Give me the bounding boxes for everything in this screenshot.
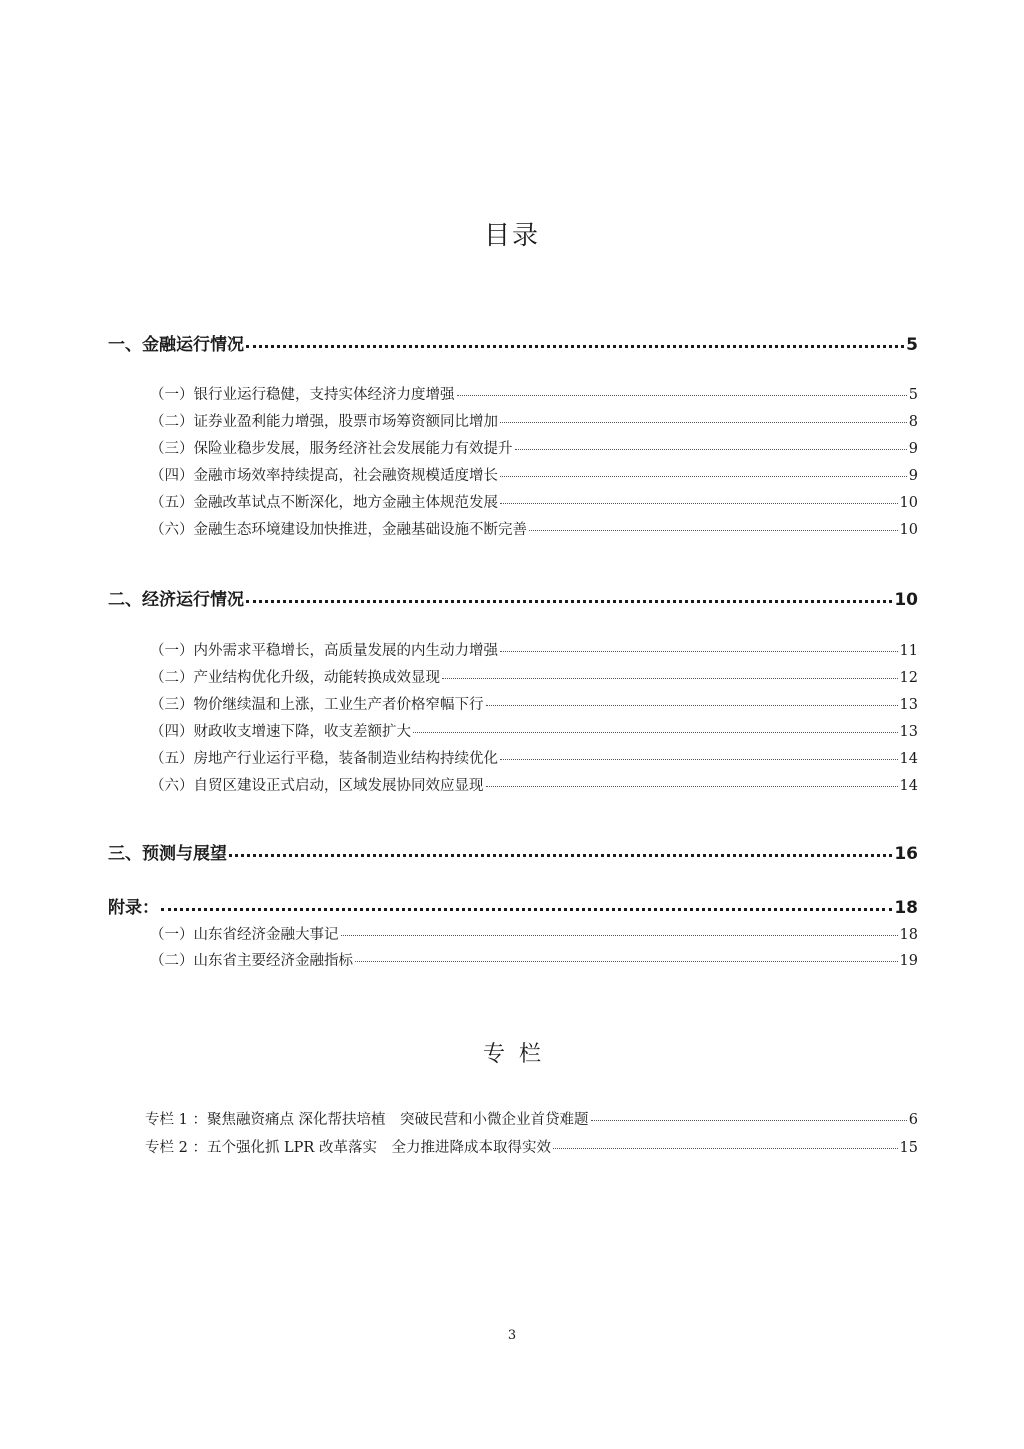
toc-item-label: （一）内外需求平稳增长，高质量发展的内生动力增强 [150,643,498,659]
toc-item-label: （二）证券业盈利能力增强，股票市场筹资额同比增加 [150,414,498,430]
dot-leader [500,475,907,477]
dot-leader [515,448,907,450]
toc-page-number: 10 [894,590,918,610]
toc-item[interactable] [150,411,918,433]
columns-title: 专栏 [482,1042,555,1067]
toc-page-number: 12 [899,670,918,686]
dot-leader [500,421,907,423]
toc-item[interactable] [150,924,918,946]
toc-section-outlook[interactable] [108,841,918,867]
toc-section-appendix[interactable] [108,895,918,921]
toc-item[interactable] [150,438,918,460]
toc-item-label: （一）银行业运行稳健，支持实体经济力度增强 [150,387,455,403]
toc-item-label: （二）山东省主要经济金融指标 [150,953,353,969]
toc-page-number: 16 [894,844,918,864]
page-number: 3 [507,1328,517,1343]
toc-section-label: 一、金融运行情况 [108,335,244,355]
toc-item-label: （四）金融市场效率持续提高，社会融资规模适度增长 [150,468,498,484]
toc-page-number: 8 [908,414,918,430]
toc-item[interactable] [150,465,918,487]
toc-item-label: （五）房地产行业运行平稳，装备制造业结构持续优化 [150,751,498,767]
toc-page-number: 11 [899,643,918,659]
toc-page-number: 6 [908,1112,918,1128]
toc-item[interactable] [150,667,918,689]
dot-leader [457,394,907,396]
toc-item[interactable] [150,748,918,770]
toc-section-label: 附录： [108,898,159,918]
dot-leader [246,344,904,348]
column-item[interactable] [145,1109,918,1131]
toc-page-number: 19 [899,953,918,969]
column-item-label: 专栏 1 ：聚焦融资痛点 深化帮扶培植 突破民营和小微企业首贷难题 [145,1112,589,1128]
toc-item-label: （二）产业结构优化升级，动能转换成效显现 [150,670,440,686]
toc-item[interactable] [150,640,918,662]
toc-page-number: 13 [899,697,918,713]
toc-item[interactable] [150,775,918,797]
toc-page-number: 10 [899,522,918,538]
dot-leader [442,677,898,679]
toc-item-label: （一）山东省经济金融大事记 [150,927,339,943]
toc-item-label: （三）物价继续温和上涨，工业生产者价格窄幅下行 [150,697,484,713]
toc-page-number: 13 [899,724,918,740]
toc-item[interactable] [150,384,918,406]
toc-item[interactable] [150,519,918,541]
dot-leader [246,599,892,603]
toc-section-label: 二、经济运行情况 [108,590,244,610]
toc-item-label: （四）财政收支增速下降，收支差额扩大 [150,724,411,740]
toc-page-number: 18 [894,898,918,918]
dot-leader [355,960,898,962]
dot-leader [500,758,898,760]
dot-leader [486,785,898,787]
dot-leader [500,650,898,652]
toc-item[interactable] [150,492,918,514]
toc-item[interactable] [150,721,918,743]
toc-item-label: （三）保险业稳步发展，服务经济社会发展能力有效提升 [150,441,513,457]
toc-page-number: 9 [908,441,918,457]
dot-leader [229,853,892,857]
toc-item[interactable] [150,950,918,972]
dot-leader [500,502,898,504]
dot-leader [529,529,898,531]
toc-section-label: 三、预测与展望 [108,844,227,864]
toc-page-number: 14 [899,751,918,767]
toc-item-label: （六）金融生态环境建设加快推进，金融基础设施不断完善 [150,522,527,538]
dot-leader [413,731,898,733]
toc-page-number: 15 [899,1140,918,1156]
page-title: 目录 [483,221,540,251]
toc-page-number: 5 [908,387,918,403]
toc-item-label: （六）自贸区建设正式启动，区域发展协同效应显现 [150,778,484,794]
dot-leader [486,704,898,706]
toc-item[interactable] [150,694,918,716]
dot-leader [591,1119,907,1121]
toc-page-number: 18 [899,927,918,943]
toc-item-label: （五）金融改革试点不断深化，地方金融主体规范发展 [150,495,498,511]
toc-section-finance[interactable] [108,332,918,358]
toc-page-number: 10 [899,495,918,511]
column-item[interactable] [145,1137,918,1159]
toc-page-number: 5 [906,335,918,355]
toc-section-economy[interactable] [108,587,918,613]
dot-leader [161,907,892,911]
dot-leader [553,1147,898,1149]
toc-page-number: 9 [908,468,918,484]
dot-leader [341,934,898,936]
toc-page-number: 14 [899,778,918,794]
column-item-label: 专栏 2 ：五个强化抓 LPR 改革落实 全力推进降成本取得实效 [145,1140,551,1156]
